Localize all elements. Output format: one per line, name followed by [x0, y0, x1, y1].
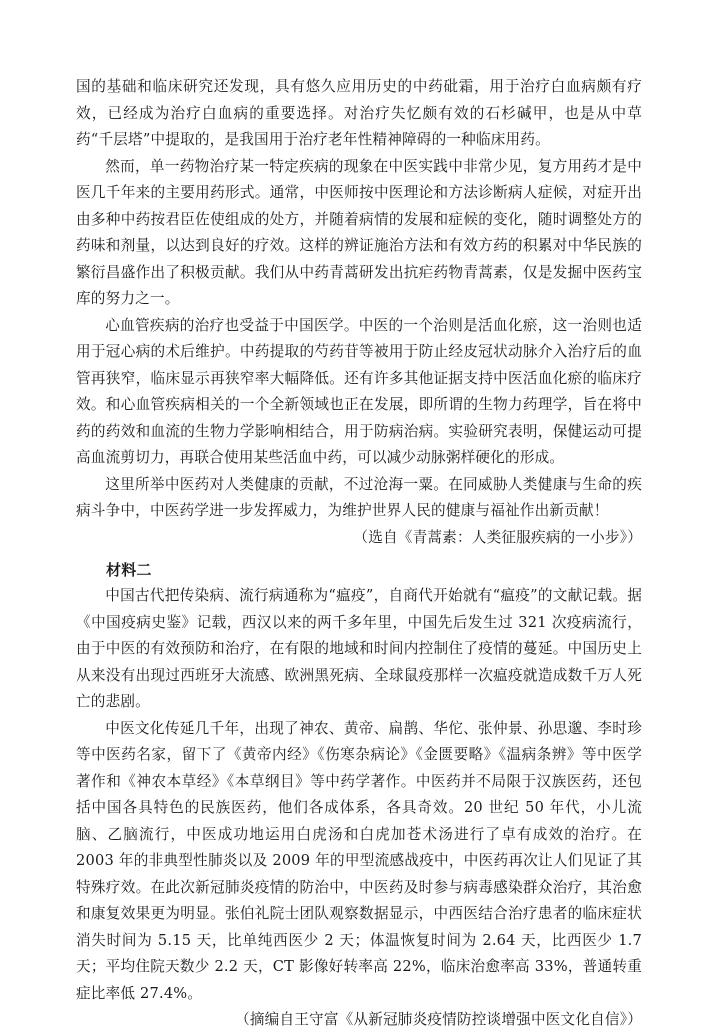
material2-source: （摘编自王守富《从新冠肺炎疫情防控谈增强中医文化自信》）	[235, 1011, 642, 1028]
material2-paragraph-1: 中国古代把传染病、流行病通称为“瘟疫”，自商代开始就有“瘟疫”的文献记载。据《中国疫病史鉴》记载，西汉以来的两千多年里，中国先后发生过 321 次疫病流行，由于中医的有效预防和治疗，在有限的地域和时间内控制住了疫情的蔓延。中国历史上从来没有出现过西班牙大流感、欧洲黑死病、全球鼠疫那样一次瘟疫就造成数千万人死亡的悲剧。	[76, 587, 642, 710]
material1-paragraph-2: 然而，单一药物治疗某一特定疾病的现象在中医实践中非常少见，复方用药才是中医几千年来的主要用药形式。通常，中医师按中医理论和方法诊断病人症候，对症开出由多种中药按君臣佐使组成的处方，并随着病情的发展和症候的变化，随时调整处方的药味和剂量，以达到良好的疗效。这样的辨证施治方法和有效方药的积累对中华民族的繁衍昌盛作出了积极贡献。我们从中药青蒿研发出抗疟药物青蒿素，仅是发掘中医药宝库的努力之一。	[76, 157, 642, 307]
material1-paragraph-4: 这里所举中医药对人类健康的贡献，不过沧海一粟。在同威胁人类健康与生命的疾病斗争中，中医药学进一步发挥威力，为维护世界人民的健康与福祉作出新贡献！	[76, 475, 642, 519]
material1-source: （选自《青蒿素：人类征服疾病的一小步》）	[353, 528, 642, 546]
material2-paragraph-2: 中医文化传延几千年，出现了神农、黄帝、扁鹊、华佗、张仲景、孙思邈、李时珍等中医药名家，留下了《黄帝内经》《伤寒杂病论》《金匮要略》《温病条辨》等中医学著作和《神农本草经》《本草纲目》等中药学著作。中医药并不局限于汉族医药，还包括中国各具特色的民族医药，他们各成体系，各具奇效。20 世纪 50 年代，小儿流脑、乙脑流行，中医成功地运用白虎汤和白虎加苍术汤进行了卓有成效的治疗。在 2003 年的非典型性肺炎以及 2009 年的甲型流感战疫中，中医药再次让人们见证了其特殊疗效。在此次新冠肺炎疫情的防治中，中医药及时参与病毒感染群众治疗，其治愈和康复效果更为明显。张伯礼院士团队观察数据显示，中西医结合治疗患者的临床症状消失时间为 5.15 天，比单纯西医少 2 天；体温恢复时间为 2.64 天，比西医少 1.7 天；平均住院天数少 2.2 天，CT 影像好转率高 22%，临床治愈率高 33%，普通转重症比率低 27.4%。	[76, 719, 642, 1002]
material1-paragraph-3: 心血管疾病的治疗也受益于中国医学。中医的一个治则是活血化瘀，这一治则也适用于冠心病的术后维护。中药提取的芍药苷等被用于防止经皮冠状动脉介入治疗后的血管再狭窄，临床显示再狭窄率大幅降低。还有许多其他证据支持中医活血化瘀的临床疗效。和心血管疾病相关的一个全新领域也正在发展，即所谓的生物力药理学，旨在将中药的药效和血流的生物力学影响相结合，用于防病治病。实验研究表明，保健运动可提高血流剪切力，再联合使用某些活血中药，可以减少动脉粥样硬化的形成。	[76, 316, 642, 466]
document-body	[76, 74, 642, 1034]
material2-heading: 材料二	[106, 561, 152, 579]
material1-paragraph-1: 国的基础和临床研究还发现，具有悠久应用历史的中药砒霜，用于治疗白血病颇有疗效，已经成为治疗白血病的重要选择。对治疗失忆颇有效的石杉碱甲，也是从中草药“千层塔”中提取的，是我国用于治疗老年性精神障碍的一种临床用药。	[76, 78, 642, 148]
